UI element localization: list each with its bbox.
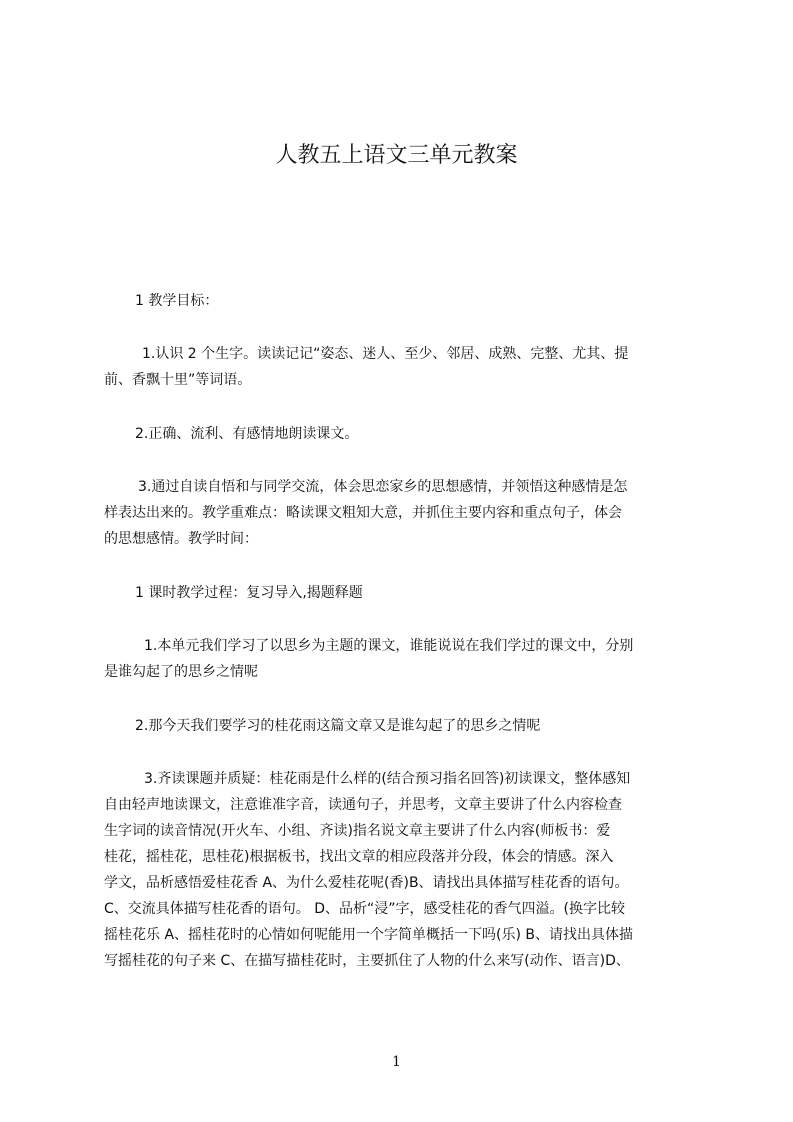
text-line: 的思想感情。教学时间： [104, 531, 258, 547]
paragraph-objectives-heading [135, 288, 735, 314]
text-line: 生字词的读音情况(开火车、小组、齐读)指名说文章主要讲了什么内容(师板书：爱 [104, 823, 611, 839]
text-line: 1.认识 2 个生字。读读记记“姿态、迷人、至少、邻居、成熟、完整、尤其、提 [142, 346, 629, 362]
paragraph-step-2 [135, 713, 735, 739]
document-title: 人教五上语文三单元教案 [275, 143, 518, 168]
text-line: 1 课时教学过程：复习导入,揭题释题 [135, 585, 363, 601]
text-line: 自由轻声地读课文，注意谁准字音，读通句子，并思考，文章主要讲了什么内容检查 [104, 797, 622, 813]
paragraph-step-3 [104, 766, 699, 974]
text-line: 2.正确、流利、有感情地朗读课文。 [135, 426, 359, 442]
paragraph-objective-2 [135, 421, 735, 447]
text-line: 摇桂花乐 A、摇桂花时的心情如何呢能用一个字简单概括一下吗(乐) B、请找出具体描 [104, 927, 634, 943]
text-line: 写摇桂花的句子来 C、在描写描桂花时，主要抓住了人物的什么来写(动作、语言)D、 [104, 953, 630, 969]
paragraph-step-1 [104, 633, 704, 685]
text-line: 3.齐读课题并质疑：桂花雨是什么样的(结合预习指名回答)初读课文，整体感知 [144, 771, 631, 787]
text-line: 3.通过自读自悟和与同学交流，体会思恋家乡的思想感情，并领悟这种感情是怎 [138, 479, 628, 495]
text-line: 样表达出来的。教学重难点：略读课文粗知大意，并抓住主要内容和重点句子，体会 [104, 505, 622, 521]
text-line: 2.那今天我们要学习的桂花雨这篇文章又是谁勾起了的思乡之情呢 [135, 718, 541, 734]
paragraph-lesson-process [135, 580, 735, 606]
paragraph-objective-3 [104, 474, 704, 552]
paragraph-objective-1 [104, 341, 704, 393]
text-line: 是谁勾起了的思乡之情呢 [104, 664, 258, 680]
page-number: 1 [392, 1054, 401, 1070]
text-line: 学文，品析感悟爱桂花香 A、为什么爱桂花呢(香)B、请找出具体描写桂花香的语句。 [104, 875, 629, 891]
text-line: 前、香飘十里”等词语。 [104, 372, 252, 388]
text-line: C、交流具体描写桂花香的语句。 D、品析“浸”字，感受桂花的香气四溢。(换字比较 [104, 901, 625, 917]
text-line: 1 教学目标： [135, 293, 219, 309]
text-line: 1.本单元我们学习了以思乡为主题的课文，谁能说说在我们学过的课文中，分别 [144, 638, 634, 654]
text-line: 桂花，摇桂花，思桂花)根据板书，找出文章的相应段落并分段，体会的情感。深入 [104, 849, 614, 865]
